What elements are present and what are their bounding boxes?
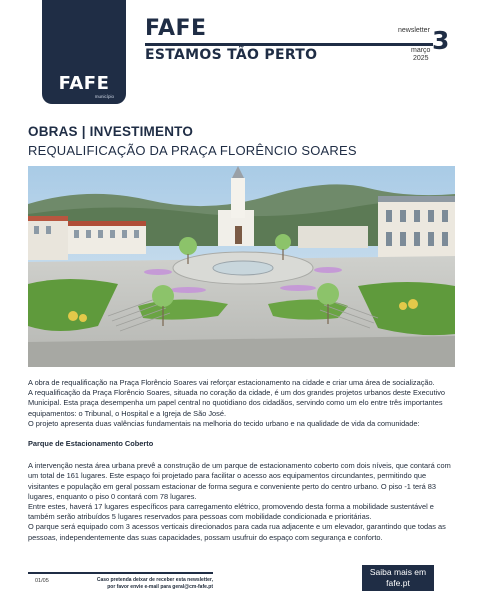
issue-year: 2025: [413, 55, 429, 62]
cta-line-2: fafe.pt: [386, 578, 410, 588]
logo-text: FAFE: [58, 73, 110, 94]
article-body: [28, 378, 458, 543]
unsubscribe-note-line-2: por favor envie e-mail para geral@cm-fafe.pt: [107, 584, 213, 590]
intro-paragraph: A obra de requalificação na Praça Florêncio Soares vai reforçar estacionamento na cidade e criar uma área de socialização.: [28, 378, 435, 387]
page-number: 01/05: [35, 578, 49, 584]
square-rendering-illustration: [28, 166, 455, 367]
issue-label: newsletter: [398, 27, 430, 34]
section-title: OBRAS | INVESTIMENTO: [28, 124, 194, 139]
unsubscribe-note: [78, 577, 213, 591]
article-subheading: Parque de Estacionamento Coberto: [28, 439, 154, 449]
article-title: REQUALIFICAÇÃO DA PRAÇA FLORÊNCIO SOARES: [28, 143, 357, 158]
context-paragraph: A requalificação da Praça Florêncio Soares, situada no coração da cidade, é um dos grandes projetos urbanos deste Executivo Municipal. Esta praça desempenha um papel central no quotidiano dos cidadãos, servindo como um elo entre três importantes equipamentos: o Tribunal, o Hospital e a Igreja de São José.: [28, 388, 446, 418]
brand-logo-block: [42, 0, 126, 104]
masthead-divider: [145, 43, 433, 46]
masthead-subtitle: ESTAMOS TÃO PERTO: [145, 47, 318, 63]
masthead-title: FAFE: [145, 16, 207, 41]
scope-paragraph: O projeto apresenta duas valências fundamentais na melhoria do tecido urbano e na qualidade de vida da comunidade:: [28, 418, 420, 428]
parking-paragraph: A intervenção nesta área urbana prevê a construção de um parque de estacionamento coberto com dois níveis, que contará com um total de 161 lugares. Este espaço foi projetado para facilitar o acesso aos equipamentos circundantes, permitindo que visitantes e população em geral possam estacionar de forma segura e conveniente perto do centro urbano. O piso -1 terá 83 lugares, enquanto o piso 0 contará com 78 lugares.: [28, 461, 451, 501]
issue-number: 3: [432, 26, 450, 55]
cta-line-1: Saiba mais em: [369, 567, 427, 577]
logo-subtext: município: [94, 94, 114, 99]
website-link-button[interactable]: [362, 565, 434, 591]
unsubscribe-note-line-1: Caso pretenda deixar de receber esta newsletter,: [96, 577, 213, 583]
access-paragraph: O parque será equipado com 3 acessos verticais direcionados para cada rua adjacente e um elevador, garantindo que todas as pessoas, independentemente das suas capacidades, possam usufruir do espaço com segurança e conforto.: [28, 522, 446, 542]
hero-image: [28, 166, 455, 367]
footer-divider: [28, 572, 213, 574]
charging-paragraph: Entre estes, haverá 17 lugares específicos para carregamento elétrico, promovendo desta forma a mobilidade sustentável e também serão atribuídos 5 lugares reservados para pessoas com mobilidade condicionada e prioritárias.: [28, 502, 434, 522]
issue-month: março: [411, 47, 431, 54]
